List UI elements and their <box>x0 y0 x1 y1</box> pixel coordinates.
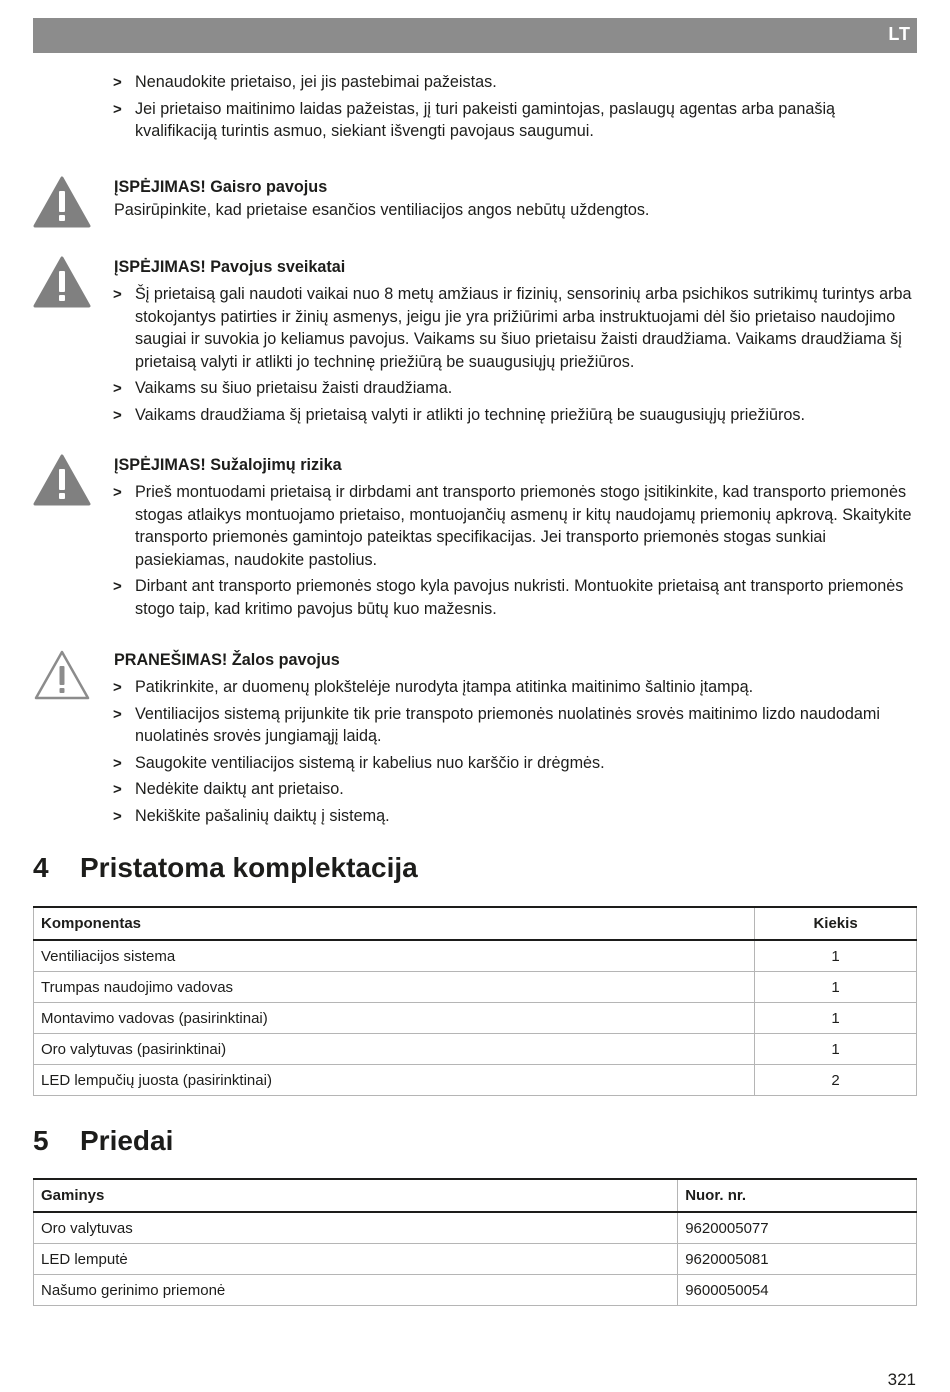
list-item: > Nekiškite pašalinių daiktų į sistemą. <box>113 805 913 828</box>
list-item: > Nedėkite daiktų ant prietaiso. <box>113 778 913 801</box>
table-row <box>34 1034 917 1065</box>
bullet-arrow-icon: > <box>113 578 122 596</box>
table-cell: 1 <box>755 1034 917 1065</box>
table-cell: 9600050054 <box>678 1275 917 1306</box>
table-cell: Našumo gerinimo priemonė <box>34 1275 678 1306</box>
column-header: Nuor. nr. <box>678 1179 917 1212</box>
contents-table <box>33 906 917 1096</box>
table-row <box>34 1003 917 1034</box>
list-item: > Šį prietaisą gali naudoti vaikai nuo 8 metų amžiaus ir fizinių, sensorinių arba psichikos sutrikimų turintys arba stokojantys patirties ir žinių asmenys, jeigu jie yra prižiūrimi arba instruktuojami dėl šio prietaiso naudojimo saugiai ir suvokia jo keliamus pavojus. Vaikams su šiuo prietaisu žaisti draudžiama. Vaikams draudžiama šį prietaisą valyti ir atlikti jo techninę priežiūrą be suaugusiųjų priežiūros. <box>113 285 912 371</box>
section-4-heading <box>33 851 418 885</box>
list-item: > Dirbant ant transporto priemonės stogo kyla pavojus nukristi. Montuokite prietaisą ant transporto priemonės stogo taip, kad kritimo pavojus būtų kuo mažesnis. <box>113 577 904 618</box>
table-row <box>34 972 917 1003</box>
table-cell: Oro valytuvas (pasirinktinai) <box>34 1034 755 1065</box>
warning-title: ĮSPĖJIMAS! Pavojus sveikatai <box>114 258 346 276</box>
warning-triangle-icon <box>33 176 91 228</box>
intro-bullet-list <box>113 71 913 147</box>
table-cell: Trumpas naudojimo vadovas <box>34 972 755 1003</box>
table-cell: LED lempučių juosta (pasirinktinai) <box>34 1065 755 1096</box>
warning-injury-list <box>113 481 913 625</box>
table-row <box>34 1244 917 1275</box>
bullet-arrow-icon: > <box>113 754 122 772</box>
warning-triangle-icon <box>33 454 91 506</box>
list-item: > Patikrinkite, ar duomenų plokštelėje nurodyta įtampa atitinka maitinimo šaltinio įtampą. <box>113 676 913 699</box>
table-cell: Ventiliacijos sistema <box>34 940 755 972</box>
table-row <box>34 1212 917 1244</box>
table-row <box>34 1275 917 1306</box>
section-5-heading <box>33 1124 173 1158</box>
table-cell: 1 <box>755 1003 917 1034</box>
list-item: > Prieš montuodami prietaisą ir dirbdami ant transporto priemonės stogo įsitikinkite, kad transporto priemonės stogas atlaikys montuojamo prietaiso, montuojančių asmenų ir kitų naudojamų priemonių apkrovą. Skaitykite transporto priemonės gamintojo pateiktas specifikacijas. Jei transporto priemonės stogas sunkiai pasiekiamas, naudokite pastolius. <box>113 483 912 569</box>
bullet-arrow-icon: > <box>113 380 122 398</box>
list-item: > Nenaudokite prietaiso, jei jis pastebimai pažeistas. <box>113 71 913 94</box>
notice-triangle-icon <box>33 649 91 701</box>
column-header: Kiekis <box>755 907 917 940</box>
table-cell: LED lemputė <box>34 1244 678 1275</box>
table-cell: Oro valytuvas <box>34 1212 678 1244</box>
bullet-arrow-icon: > <box>113 807 122 825</box>
section-number: 4 <box>33 852 49 883</box>
bullet-arrow-icon: > <box>113 705 122 723</box>
table-cell: 9620005081 <box>678 1244 917 1275</box>
column-header: Gaminys <box>34 1179 678 1212</box>
warning-title: ĮSPĖJIMAS! Sužalojimų rizika <box>114 456 342 474</box>
bullet-arrow-icon: > <box>113 484 122 501</box>
section-title: Priedai <box>80 1125 174 1156</box>
notice-damage-list <box>113 676 913 832</box>
table-cell: Montavimo vadovas (pasirinktinai) <box>34 1003 755 1034</box>
warning-text: Pasirūpinkite, kad prietaise esančios ventiliacijos angos nebūtų uždengtos. <box>114 201 650 219</box>
warning-triangle-icon <box>33 256 91 308</box>
language-code: LT <box>888 24 911 44</box>
list-item: > Vaikams draudžiama šį prietaisą valyti ir atlikti jo techninę priežiūrą be suaugusiųjų priežiūros. <box>113 404 913 427</box>
bullet-arrow-icon: > <box>113 679 122 696</box>
table-cell: 1 <box>755 972 917 1003</box>
list-item: > Vaikams su šiuo prietaisu žaisti draudžiama. <box>113 377 913 400</box>
accessories-table <box>33 1178 917 1306</box>
bullet-arrow-icon: > <box>113 286 122 303</box>
table-row <box>34 940 917 972</box>
bullet-arrow-icon: > <box>113 781 122 799</box>
header-bar <box>33 18 917 53</box>
warning-health-list <box>113 283 913 431</box>
table-cell: 1 <box>755 940 917 972</box>
section-number: 5 <box>33 1125 49 1156</box>
table-header-row <box>34 1179 917 1212</box>
bullet-arrow-icon: > <box>113 406 122 424</box>
list-item: > Jei prietaiso maitinimo laidas pažeistas, jį turi pakeisti gamintojas, paslaugų agentas arba panašią kvalifikaciją turintis asmuo, siekiant išvengti pavojaus saugumui. <box>113 99 836 141</box>
list-item: > Saugokite ventiliacijos sistemą ir kabelius nuo karščio ir drėgmės. <box>113 752 913 775</box>
table-cell: 9620005077 <box>678 1212 917 1244</box>
bullet-arrow-icon: > <box>113 100 122 118</box>
table-row <box>34 1065 917 1096</box>
bullet-arrow-icon: > <box>113 74 122 91</box>
notice-title: PRANEŠIMAS! Žalos pavojus <box>114 651 340 669</box>
column-header: Komponentas <box>34 907 755 940</box>
list-item: > Ventiliacijos sistemą prijunkite tik prie transpoto priemonės nuolatinės srovės maitinimo lizdo naudodami nuolatinės srovės jungiamąjį laidą. <box>113 704 880 746</box>
table-cell: 2 <box>755 1065 917 1096</box>
warning-title: ĮSPĖJIMAS! Gaisro pavojus <box>114 178 328 196</box>
section-title: Pristatoma komplektacija <box>80 852 418 883</box>
page-number: 321 <box>887 1370 916 1389</box>
table-header-row <box>34 907 917 940</box>
